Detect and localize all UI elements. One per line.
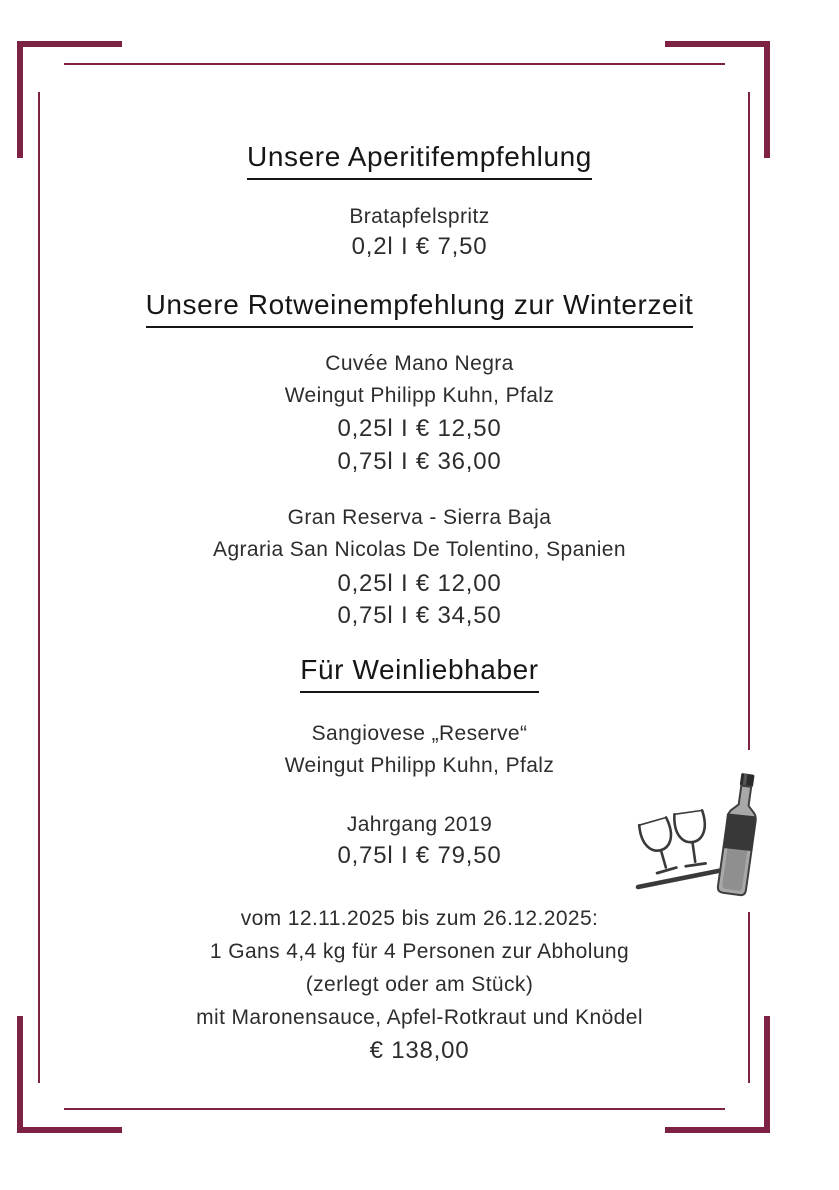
- gans-offer-period: vom 12.11.2025 bis zum 26.12.2025:: [240, 907, 599, 930]
- corner-bracket-bottom-left: [17, 1016, 122, 1133]
- gans-offer-note: (zerlegt oder am Stück): [305, 973, 534, 996]
- section-heading-rotwein: Unsere Rotweinempfehlung zur Winterzeit: [0, 289, 839, 328]
- gans-offer-price: € 138,00: [369, 1037, 470, 1064]
- wine1-winery: Weingut Philipp Kuhn, Pfalz: [284, 384, 555, 407]
- section-heading-weinliebhaber: Für Weinliebhaber: [0, 654, 839, 693]
- aperitif-item-price: 0,2l I € 7,50: [351, 233, 488, 260]
- wine2-price-small: 0,25l I € 12,00: [337, 570, 502, 597]
- wine1-price-large: 0,75l I € 36,00: [337, 448, 502, 475]
- section-heading-aperitif: Unsere Aperitifempfehlung: [0, 141, 839, 180]
- wine2-winery: Agraria San Nicolas De Tolentino, Spanien: [213, 538, 626, 561]
- wine3-name: Sangiovese „Reserve“: [311, 722, 528, 745]
- wine3-price: 0,75l I € 79,50: [337, 842, 502, 869]
- wine2-price-large: 0,75l I € 34,50: [337, 602, 502, 629]
- inner-border-bottom: [64, 1108, 725, 1110]
- wine1-price-small: 0,25l I € 12,50: [337, 415, 502, 442]
- wine-bottle-and-glasses-icon: [626, 750, 790, 912]
- wine3-vintage: Jahrgang 2019: [346, 813, 493, 836]
- inner-border-top: [64, 63, 725, 65]
- wine1-name: Cuvée Mano Negra: [325, 352, 514, 375]
- wine3-winery: Weingut Philipp Kuhn, Pfalz: [284, 754, 555, 777]
- wine2-name: Gran Reserva - Sierra Baja: [287, 506, 552, 529]
- aperitif-item-name: Bratapfelspritz: [349, 205, 490, 228]
- gans-offer-sides: mit Maronensauce, Apfel-Rotkraut und Knödel: [196, 1006, 643, 1029]
- corner-bracket-bottom-right: [665, 1016, 770, 1133]
- gans-offer-description: 1 Gans 4,4 kg für 4 Personen zur Abholung: [209, 940, 630, 963]
